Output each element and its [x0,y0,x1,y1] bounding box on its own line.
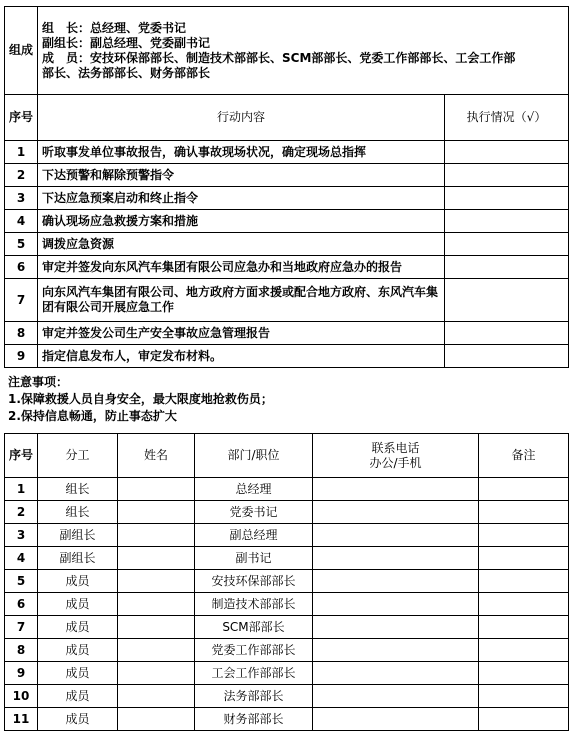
contact-header-phone-line-2: 办公/手机 [369,455,422,470]
action-no: 6 [5,256,38,279]
table-row [5,708,569,731]
action-table [4,94,569,368]
table-row [5,685,569,708]
contact-dept: SCM部部长 [195,616,313,639]
contact-role: 成员 [38,685,118,708]
contact-remark-cell[interactable] [479,662,569,685]
contact-no: 2 [5,501,38,524]
action-no: 5 [5,233,38,256]
notes-section [4,372,568,427]
contact-dept: 副书记 [195,547,313,570]
contact-name-cell[interactable] [118,616,195,639]
contact-remark-cell[interactable] [479,616,569,639]
action-status-cell[interactable] [445,256,569,279]
contact-remark-cell[interactable] [479,639,569,662]
notes-item: 2.保持信息畅通，防止事态扩大 [8,409,177,423]
table-row [5,639,569,662]
table-row [5,141,569,164]
contact-phone-cell[interactable] [313,685,479,708]
contact-phone-cell[interactable] [313,708,479,731]
contact-remark-cell[interactable] [479,570,569,593]
contact-role: 组长 [38,501,118,524]
contact-no: 1 [5,478,38,501]
action-content: 下达预警和解除预警指令 [38,164,445,187]
table-row [5,501,569,524]
contact-dept: 安技环保部部长 [195,570,313,593]
contact-no: 4 [5,547,38,570]
contact-role: 成员 [38,570,118,593]
contact-remark-cell[interactable] [479,524,569,547]
contact-role: 成员 [38,616,118,639]
action-header-row [5,95,569,141]
table-row [5,210,569,233]
contact-remark-cell[interactable] [479,685,569,708]
action-no: 9 [5,345,38,368]
group-members-line-1: 成 员：安技环保部部长、制造技术部部长、SCM部部长、党委工作部部长、工会工作部 [42,50,516,65]
contact-name-cell[interactable] [118,547,195,570]
group-leader: 组 长：总经理、党委书记 [42,20,187,35]
action-status-cell[interactable] [445,279,569,322]
group-label: 组成 [5,7,38,95]
action-status-cell[interactable] [445,187,569,210]
contact-dept: 党委书记 [195,501,313,524]
contact-name-cell[interactable] [118,478,195,501]
contact-header-remark: 备注 [479,434,569,478]
action-content: 审定并签发公司生产安全事故应急管理报告 [38,322,445,345]
contact-no: 3 [5,524,38,547]
contact-name-cell[interactable] [118,593,195,616]
contact-remark-cell[interactable] [479,478,569,501]
contact-name-cell[interactable] [118,639,195,662]
action-no: 7 [5,279,38,322]
table-row [5,187,569,210]
contact-name-cell[interactable] [118,708,195,731]
contact-name-cell[interactable] [118,501,195,524]
contact-remark-cell[interactable] [479,708,569,731]
contact-phone-cell[interactable] [313,616,479,639]
group-deputy: 副组长：副总经理、党委副书记 [42,35,211,50]
action-header-no: 序号 [5,95,38,141]
action-status-cell[interactable] [445,164,569,187]
contact-dept: 党委工作部部长 [195,639,313,662]
contact-role: 组长 [38,478,118,501]
contact-table [4,433,569,731]
contact-name-cell[interactable] [118,570,195,593]
action-no: 8 [5,322,38,345]
contact-name-cell[interactable] [118,524,195,547]
table-row [5,593,569,616]
action-status-cell[interactable] [445,233,569,256]
action-content: 审定并签发向东风汽车集团有限公司应急办和当地政府应急办的报告 [38,256,445,279]
contact-phone-cell[interactable] [313,639,479,662]
contact-no: 10 [5,685,38,708]
action-header-status: 执行情况（√） [445,95,569,141]
contact-header-row [5,434,569,478]
contact-no: 9 [5,662,38,685]
table-row [5,279,569,322]
notes-item: 1.保障救援人员自身安全，最大限度地抢救伤员； [8,392,273,406]
contact-header-phone-line-1: 联系电话 [371,440,420,455]
contact-dept: 总经理 [195,478,313,501]
contact-phone-cell[interactable] [313,547,479,570]
contact-no: 7 [5,616,38,639]
action-no: 4 [5,210,38,233]
notes-title: 注意事项： [8,375,69,389]
contact-phone-cell[interactable] [313,524,479,547]
contact-remark-cell[interactable] [479,501,569,524]
contact-phone-cell[interactable] [313,593,479,616]
table-row [5,570,569,593]
group-members-cell [38,7,569,95]
action-content: 听取事发单位事故报告，确认事故现场状况，确定现场总指挥 [38,141,445,164]
action-content: 向东风汽车集团有限公司、地方政府方面求援或配合地方政府、东风汽车集团有限公司开展应急工作 [38,279,445,322]
contact-header-no: 序号 [5,434,38,478]
contact-role: 成员 [38,593,118,616]
table-row [5,616,569,639]
contact-no: 6 [5,593,38,616]
table-row [5,345,569,368]
action-no: 1 [5,141,38,164]
action-no: 2 [5,164,38,187]
contact-no: 8 [5,639,38,662]
contact-remark-cell[interactable] [479,593,569,616]
contact-phone-cell[interactable] [313,570,479,593]
contact-dept: 财务部部长 [195,708,313,731]
table-row [5,233,569,256]
contact-header-role: 分工 [38,434,118,478]
action-no: 3 [5,187,38,210]
table-row [5,662,569,685]
action-status-cell[interactable] [445,141,569,164]
group-members-line-2: 部长、法务部部长、财务部部长 [42,65,211,80]
contact-role: 成员 [38,639,118,662]
contact-remark-cell[interactable] [479,547,569,570]
table-row [5,164,569,187]
contact-phone-cell[interactable] [313,662,479,685]
table-row [5,322,569,345]
action-status-cell[interactable] [445,345,569,368]
table-row [5,524,569,547]
contact-header-phone [313,434,479,478]
table-row [5,547,569,570]
action-content: 调拨应急资源 [38,233,445,256]
action-status-cell[interactable] [445,322,569,345]
action-content: 确认现场应急救援方案和措施 [38,210,445,233]
contact-dept: 制造技术部部长 [195,593,313,616]
group-composition-table [4,6,569,95]
contact-name-cell[interactable] [118,662,195,685]
contact-role: 成员 [38,708,118,731]
table-row [5,256,569,279]
contact-header-name: 姓名 [118,434,195,478]
contact-phone-cell[interactable] [313,501,479,524]
contact-name-cell[interactable] [118,685,195,708]
action-header-content: 行动内容 [38,95,445,141]
contact-header-dept: 部门/职位 [195,434,313,478]
action-content: 下达应急预案启动和终止指令 [38,187,445,210]
contact-role: 副组长 [38,547,118,570]
action-status-cell[interactable] [445,210,569,233]
contact-no: 5 [5,570,38,593]
contact-dept: 副总经理 [195,524,313,547]
contact-dept: 工会工作部部长 [195,662,313,685]
table-row [5,478,569,501]
contact-role: 副组长 [38,524,118,547]
contact-no: 11 [5,708,38,731]
contact-phone-cell[interactable] [313,478,479,501]
contact-dept: 法务部部长 [195,685,313,708]
contact-role: 成员 [38,662,118,685]
action-content: 指定信息发布人，审定发布材料。 [38,345,445,368]
